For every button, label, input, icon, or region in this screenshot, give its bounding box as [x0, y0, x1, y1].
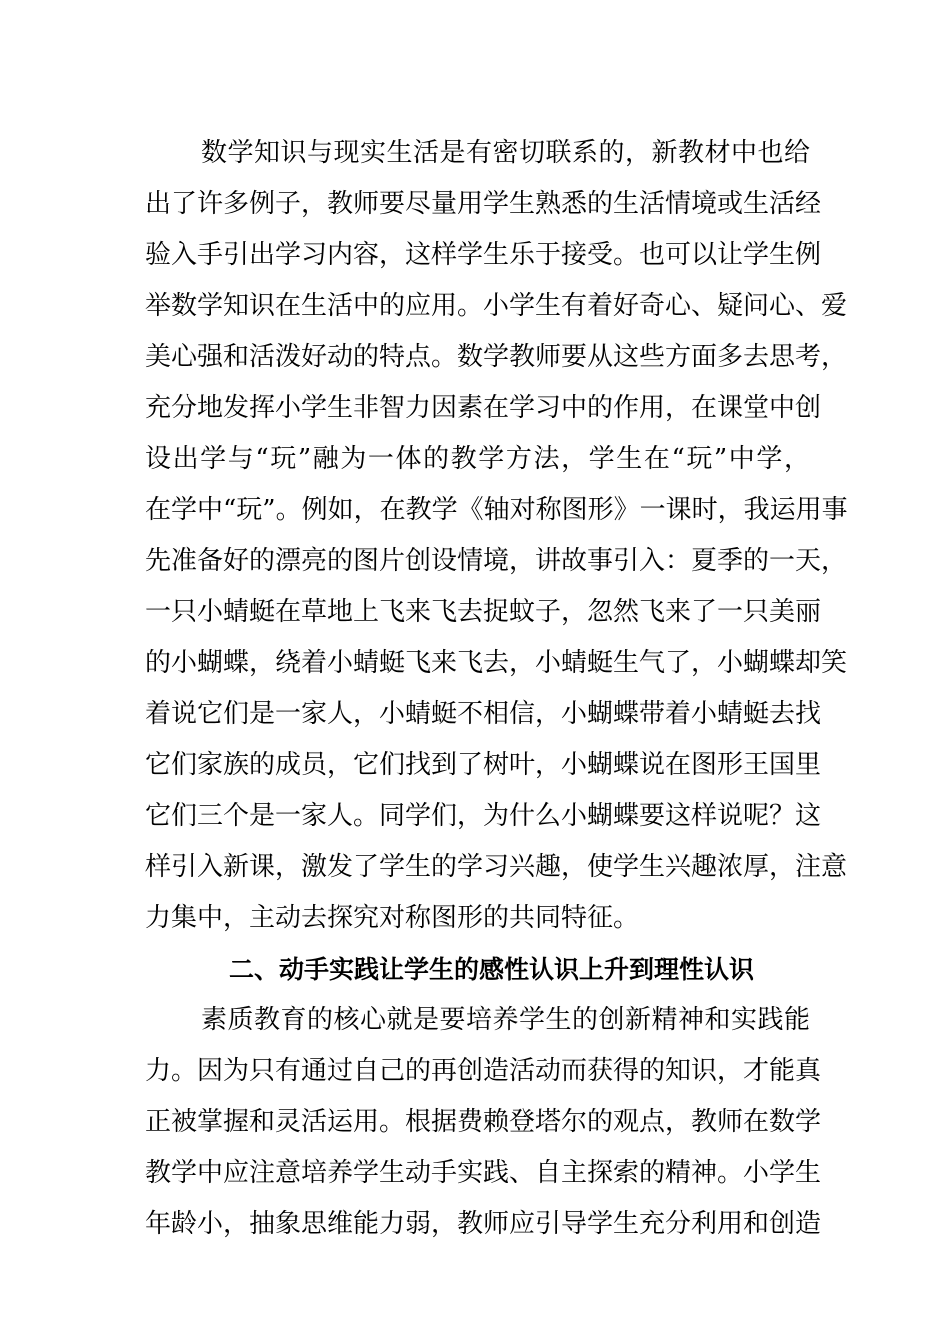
paragraph-1-line-9: 先准备好的漂亮的图片创设情境，讲故事引入：夏季的一天， — [145, 546, 848, 576]
section-heading: 二、动手实践让学生的感性认识上升到理性认识 — [229, 955, 755, 984]
paragraph-1-line-2: 出了许多例子，教师要尽量用学生熟悉的生活情境或生活经 — [145, 189, 822, 219]
paragraph-1-line-3: 验入手引出学习内容，这样学生乐于接受。也可以让学生例 — [145, 240, 822, 270]
paragraph-1-line-15: 样引入新课，激发了学生的学习兴趣，使学生兴趣浓厚，注意 — [145, 852, 848, 882]
paragraph-2-line-5: 年龄小，抽象思维能力弱，教师应引导学生充分利用和创造 — [145, 1209, 822, 1239]
paragraph-1-line-7: 设出学与“玩”融为一体的教学方法，学生在“玩”中学， — [145, 444, 810, 474]
paragraph-1-line-8: 在学中“玩”。例如，在教学《轴对称图形》一课时，我运用事 — [145, 495, 848, 525]
paragraph-2-line-3: 正被掌握和灵活运用。根据费赖登塔尔的观点，教师在数学 — [145, 1107, 822, 1137]
document-body — [145, 128, 848, 1250]
paragraph-1-line-1: 数学知识与现实生活是有密切联系的，新教材中也给 — [201, 138, 810, 168]
paragraph-2-line-2: 力。因为只有通过自己的再创造活动而获得的知识，才能真 — [145, 1056, 822, 1086]
paragraph-1-line-14: 它们三个是一家人。同学们，为什么小蝴蝶要这样说呢？这 — [145, 801, 822, 831]
paragraph-1-line-5: 美心强和活泼好动的特点。数学教师要从这些方面多去思考， — [145, 342, 848, 372]
paragraph-1-line-12: 着说它们是一家人，小蜻蜓不相信，小蝴蝶带着小蜻蜓去找 — [145, 699, 822, 729]
paragraph-1-line-4: 举数学知识在生活中的应用。小学生有着好奇心、疑问心、爱 — [145, 291, 848, 321]
paragraph-1-line-6: 充分地发挥小学生非智力因素在学习中的作用，在课堂中创 — [145, 393, 822, 423]
paragraph-1-line-13: 它们家族的成员，它们找到了树叶，小蝴蝶说在图形王国里 — [145, 750, 822, 780]
paragraph-2-line-1: 素质教育的核心就是要培养学生的创新精神和实践能 — [201, 1005, 810, 1035]
paragraph-2-line-4: 教学中应注意培养学生动手实践、自主探索的精神。小学生 — [145, 1158, 822, 1188]
paragraph-1-line-16: 力集中，主动去探究对称图形的共同特征。 — [145, 903, 640, 933]
paragraph-1-line-11: 的小蝴蝶，绕着小蜻蜓飞来飞去，小蜻蜓生气了，小蝴蝶却笑 — [145, 648, 848, 678]
paragraph-1-line-10: 一只小蜻蜓在草地上飞来飞去捉蚊子，忽然飞来了一只美丽 — [145, 597, 822, 627]
